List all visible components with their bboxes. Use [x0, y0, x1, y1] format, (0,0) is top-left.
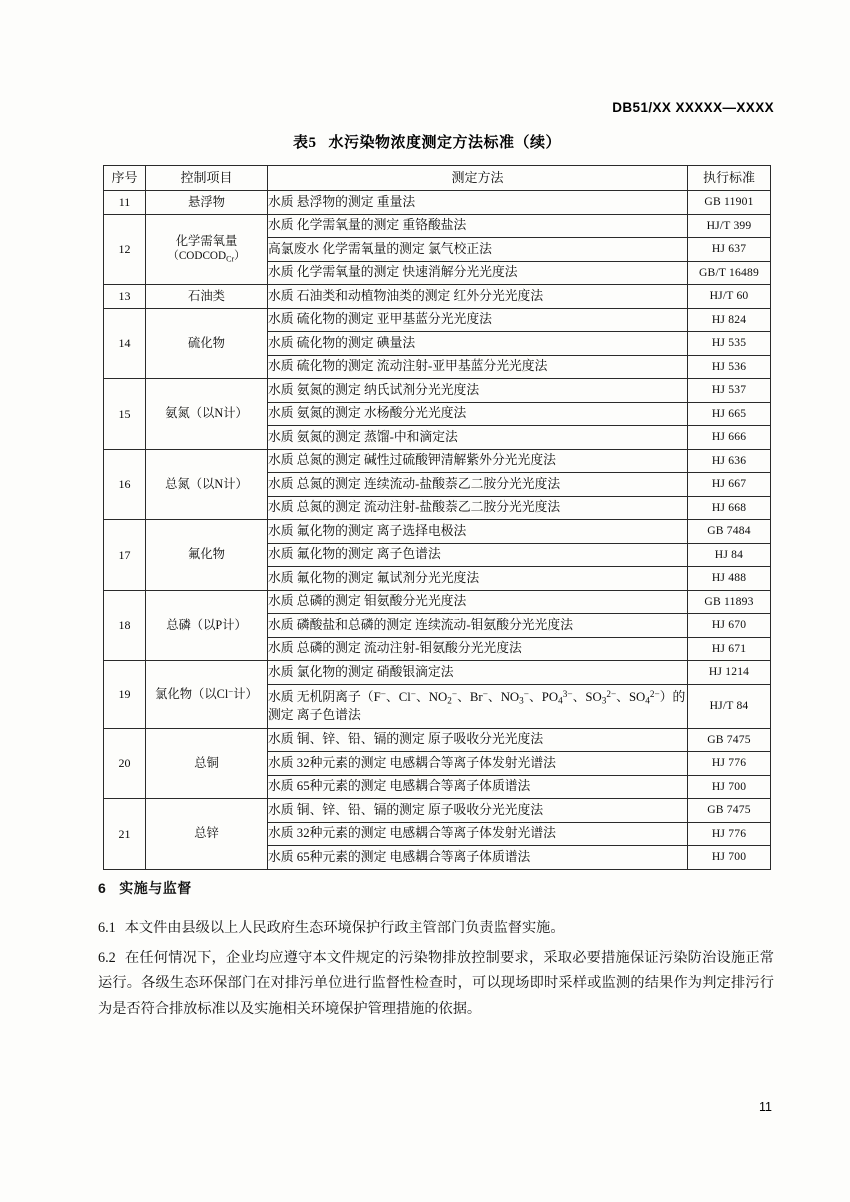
- cell-measurement-method: 水质 32种元素的测定 电感耦合等离子体发射光谱法: [268, 752, 688, 776]
- cell-executive-standard: HJ 637: [688, 238, 771, 262]
- column-header-item: 控制项目: [146, 166, 268, 191]
- cell-measurement-method: 水质 硫化物的测定 流动注射-亚甲基蓝分光光度法: [268, 355, 688, 379]
- cell-measurement-method: 水质 总磷的测定 流动注射-钼氨酸分光光度法: [268, 637, 688, 661]
- control-item-name: 化学需氧量: [175, 233, 238, 248]
- water-pollutant-method-table: [103, 165, 771, 870]
- cell-executive-standard: HJ 666: [688, 426, 771, 450]
- cell-measurement-method: 水质 65种元素的测定 电感耦合等离子体质谱法: [268, 846, 688, 870]
- cell-serial-number: 12: [104, 214, 146, 285]
- table-row: [104, 285, 771, 309]
- cell-measurement-method: 水质 总磷的测定 钼氨酸分光光度法: [268, 590, 688, 614]
- control-item-symbol: $(CODCOD_{Cr})$: [167, 250, 246, 264]
- cell-control-item: 总铜: [146, 728, 268, 799]
- cell-executive-standard: HJ/T 84: [688, 684, 771, 728]
- clause-6-2: [98, 946, 774, 1022]
- cell-executive-standard: HJ 535: [688, 332, 771, 356]
- cell-serial-number: 21: [104, 799, 146, 870]
- cell-executive-standard: HJ 668: [688, 496, 771, 520]
- cell-executive-standard: HJ 667: [688, 473, 771, 497]
- cell-control-item: 硫化物: [146, 308, 268, 379]
- cell-measurement-method: 高氯废水 化学需氧量的测定 氯气校正法: [268, 238, 688, 262]
- table-row: [104, 590, 771, 614]
- section-heading: [98, 878, 192, 898]
- cell-measurement-method: 水质 总氮的测定 连续流动-盐酸萘乙二胺分光光度法: [268, 473, 688, 497]
- table-caption-title: 水污染物浓度测定方法标准（续）: [328, 135, 562, 151]
- cell-executive-standard: GB 7475: [688, 799, 771, 823]
- cell-measurement-method: 水质 65种元素的测定 电感耦合等离子体质谱法: [268, 775, 688, 799]
- cell-control-item: 氯化物（以Cl−计）: [146, 661, 268, 729]
- document-standard-code: DB51/XX XXXXX—XXXX: [612, 100, 774, 115]
- cell-measurement-method: 水质 氟化物的测定 离子选择电极法: [268, 520, 688, 544]
- table-header-row: [104, 166, 771, 191]
- cell-executive-standard: HJ 824: [688, 308, 771, 332]
- column-header-no: 序号: [104, 166, 146, 191]
- clause-6-1: [98, 916, 774, 941]
- table-row: [104, 214, 771, 238]
- cell-measurement-method: 水质 铜、锌、铅、镉的测定 原子吸收分光光度法: [268, 799, 688, 823]
- cell-executive-standard: HJ 665: [688, 402, 771, 426]
- cell-measurement-method: 水质 氨氮的测定 蒸馏-中和滴定法: [268, 426, 688, 450]
- cell-control-item: 氟化物: [146, 520, 268, 591]
- cell-control-item: 石油类: [146, 285, 268, 309]
- cell-measurement-method: 水质 氟化物的测定 离子色谱法: [268, 543, 688, 567]
- cell-measurement-method: 水质 32种元素的测定 电感耦合等离子体发射光谱法: [268, 822, 688, 846]
- cell-executive-standard: HJ 636: [688, 449, 771, 473]
- table-row: [104, 661, 771, 685]
- cell-control-item: 悬浮物: [146, 191, 268, 215]
- cell-control-item: 总磷（以P计）: [146, 590, 268, 661]
- cell-executive-standard: HJ 700: [688, 846, 771, 870]
- section-title: 实施与监督: [119, 880, 192, 896]
- cell-executive-standard: HJ 536: [688, 355, 771, 379]
- cell-executive-standard: HJ 488: [688, 567, 771, 591]
- cell-serial-number: 16: [104, 449, 146, 520]
- cell-measurement-method: 水质 化学需氧量的测定 重铬酸盐法: [268, 214, 688, 238]
- cell-executive-standard: GB/T 16489: [688, 261, 771, 285]
- table-row: [104, 191, 771, 215]
- table-caption-label: 表5: [292, 135, 317, 151]
- cell-executive-standard: GB 11901: [688, 191, 771, 215]
- cell-measurement-method: 水质 悬浮物的测定 重量法: [268, 191, 688, 215]
- cell-executive-standard: GB 7484: [688, 520, 771, 544]
- table-row: [104, 449, 771, 473]
- cell-measurement-method: 水质 氟化物的测定 氟试剂分光光度法: [268, 567, 688, 591]
- table-row: [104, 308, 771, 332]
- clause-6-1-number: 6.1: [98, 920, 116, 936]
- clause-6-2-text: 在任何情况下，企业均应遵守本文件规定的污染物排放控制要求，采取必要措施保证污染防治设施正常运行。各级生态环保部门在对排污单位进行监督性检查时，可以现场即时采样或监测的结果作为判定排污行为是否符合排放标准以及实施相关环境保护管理措施的依据。: [98, 950, 774, 1017]
- cell-measurement-method: 水质 氯化物的测定 硝酸银滴定法: [268, 661, 688, 685]
- cell-executive-standard: HJ 537: [688, 379, 771, 403]
- cell-executive-standard: HJ 84: [688, 543, 771, 567]
- cell-measurement-method: 水质 总氮的测定 流动注射-盐酸萘乙二胺分光光度法: [268, 496, 688, 520]
- table-row: [104, 799, 771, 823]
- cell-serial-number: 11: [104, 191, 146, 215]
- table-caption: [80, 131, 774, 152]
- cell-serial-number: 14: [104, 308, 146, 379]
- cell-control-item: 总氮（以N计）: [146, 449, 268, 520]
- cell-serial-number: 18: [104, 590, 146, 661]
- cell-executive-standard: GB 7475: [688, 728, 771, 752]
- cell-control-item: 总锌: [146, 799, 268, 870]
- cell-serial-number: 19: [104, 661, 146, 729]
- cell-measurement-method: 水质 硫化物的测定 亚甲基蓝分光光度法: [268, 308, 688, 332]
- cell-executive-standard: HJ 700: [688, 775, 771, 799]
- cell-measurement-method: 水质 硫化物的测定 碘量法: [268, 332, 688, 356]
- table-body: [104, 191, 771, 870]
- cell-measurement-method: 水质 化学需氧量的测定 快速消解分光光度法: [268, 261, 688, 285]
- column-header-standard: 执行标准: [688, 166, 771, 191]
- cell-measurement-method: 水质 无机阴离子（F−、Cl−、$NO_2^-$、Br−、$NO_3^-$、$PO_4^{3-}$、$SO_3^{2-}$、$SO_4^{2-}$）的测定 离子色谱法: [268, 684, 688, 728]
- page-number: 11: [759, 1100, 772, 1114]
- cell-executive-standard: HJ/T 399: [688, 214, 771, 238]
- cell-serial-number: 13: [104, 285, 146, 309]
- clause-6-1-text: 本文件由县级以上人民政府生态环境保护行政主管部门负责监督实施。: [124, 920, 565, 936]
- cell-measurement-method: 水质 氨氮的测定 水杨酸分光光度法: [268, 402, 688, 426]
- cell-executive-standard: HJ 776: [688, 752, 771, 776]
- table-row: [104, 728, 771, 752]
- section-number: 6: [98, 880, 107, 896]
- cell-control-item: [146, 214, 268, 285]
- table-row: [104, 520, 771, 544]
- column-header-method: 测定方法: [268, 166, 688, 191]
- cell-measurement-method: 水质 铜、锌、铅、镉的测定 原子吸收分光光度法: [268, 728, 688, 752]
- cell-executive-standard: HJ 670: [688, 614, 771, 638]
- cell-executive-standard: HJ 1214: [688, 661, 771, 685]
- cell-control-item: 氨氮（以N计）: [146, 379, 268, 450]
- cell-executive-standard: HJ 776: [688, 822, 771, 846]
- cell-executive-standard: GB 11893: [688, 590, 771, 614]
- cell-serial-number: 17: [104, 520, 146, 591]
- cell-serial-number: 15: [104, 379, 146, 450]
- cell-measurement-method: 水质 总氮的测定 碱性过硫酸钾清解紫外分光光度法: [268, 449, 688, 473]
- cell-serial-number: 20: [104, 728, 146, 799]
- cell-measurement-method: 水质 氨氮的测定 纳氏试剂分光光度法: [268, 379, 688, 403]
- cell-executive-standard: HJ 671: [688, 637, 771, 661]
- clause-6-2-number: 6.2: [98, 950, 116, 966]
- table-row: [104, 379, 771, 403]
- cell-executive-standard: HJ/T 60: [688, 285, 771, 309]
- cell-measurement-method: 水质 石油类和动植物油类的测定 红外分光光度法: [268, 285, 688, 309]
- cell-measurement-method: 水质 磷酸盐和总磷的测定 连续流动-钼氨酸分光光度法: [268, 614, 688, 638]
